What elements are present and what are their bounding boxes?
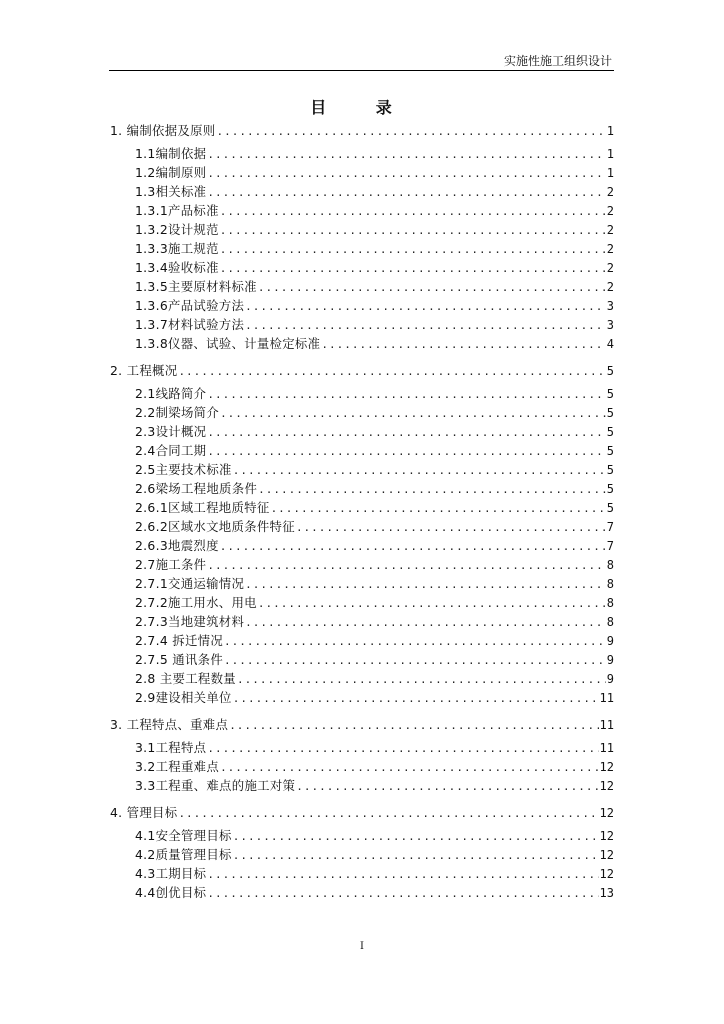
toc-entry-label: 2.8 主要工程数量 [135,671,236,686]
toc-leader-dots [207,865,598,884]
toc-entry-label: 1.3.5主要原材料标准 [135,279,257,294]
toc-section-entry[interactable] [110,574,614,593]
toc-leader-dots [220,758,598,777]
toc-leader-dots [245,575,606,594]
toc-leader-dots [207,145,605,164]
toc-section-entry[interactable] [110,422,614,441]
toc-chapter-entry[interactable] [110,715,614,734]
toc-chapter-entry[interactable] [110,361,614,380]
toc-leader-dots [237,670,606,689]
toc-section-entry[interactable] [110,163,614,182]
toc-entry-page: 2 [606,261,614,275]
toc-leader-dots [233,846,599,865]
toc-entry-page: 9 [606,672,614,686]
toc-section-entry[interactable] [110,864,614,883]
toc-entry-label: 3.3工程重、难点的施工对策 [135,778,296,793]
toc-leader-dots [207,183,605,202]
toc-entry-page: 12 [599,806,614,820]
toc-section-entry[interactable] [110,441,614,460]
toc-entry-label: 2.7.3当地建筑材料 [135,614,245,629]
toc-leader-dots [207,884,598,903]
toc-leader-dots [207,385,605,404]
toc-section-entry[interactable] [110,334,614,353]
toc-entry-page: 5 [606,444,614,458]
toc-entry-page: 8 [606,615,614,629]
toc-section-entry[interactable] [110,201,614,220]
toc-leader-dots [258,594,606,613]
toc-entry-page: 1 [606,147,614,161]
toc-entry-label: 2.7.4 拆迁情况 [135,633,224,648]
toc-entry-label: 1.3相关标准 [135,184,207,199]
toc-section-entry[interactable] [110,883,614,902]
toc-section-entry[interactable] [110,536,614,555]
toc-entry-page: 1 [606,166,614,180]
toc-entry-label: 4.4创优目标 [135,885,207,900]
toc-leader-dots [220,404,606,423]
toc-leader-dots [220,537,606,556]
toc-entry-page: 2 [606,185,614,199]
toc-entry-label: 2. 工程概况 [110,363,178,378]
toc-entry-label: 2.6.3地震烈度 [135,538,219,553]
toc-leader-dots [207,164,605,183]
header-title: 实施性施工组织设计 [503,54,612,68]
toc-entry-label: 2.2制梁场简介 [135,405,220,420]
toc-entry-page: 12 [599,760,614,774]
page-header [109,48,614,71]
toc-leader-dots [207,556,605,575]
toc-entry-label: 4.2质量管理目标 [135,847,232,862]
toc-entry-label: 2.6.2区域水文地质条件特征 [135,519,295,534]
toc-entry-page: 2 [606,280,614,294]
toc-entry-label: 1.3.4验收标准 [135,260,219,275]
toc-entry-page: 2 [606,204,614,218]
toc-leader-dots [217,122,606,141]
toc-leader-dots [271,499,606,518]
toc-section-entry[interactable] [110,277,614,296]
toc-section-entry[interactable] [110,296,614,315]
toc-entry-label: 3.1工程特点 [135,740,207,755]
toc-leader-dots [207,739,598,758]
toc-section-entry[interactable] [110,403,614,422]
toc-entry-page: 2 [606,223,614,237]
toc-section-entry[interactable] [110,631,614,650]
toc-section-entry[interactable] [110,315,614,334]
toc-entry-label: 1.3.6产品试验方法 [135,298,245,313]
toc-leader-dots [207,442,605,461]
toc-entry-page: 5 [606,425,614,439]
toc-entry-label: 1.3.1产品标准 [135,203,219,218]
toc-leader-dots [224,632,606,651]
toc-leader-dots [245,297,606,316]
toc-section-entry[interactable] [110,688,614,707]
toc-entry-page: 12 [599,848,614,862]
toc-section-entry[interactable] [110,650,614,669]
toc-section-entry[interactable] [110,517,614,536]
toc-entry-label: 1.3.2设计规范 [135,222,219,237]
toc-section-entry[interactable] [110,498,614,517]
page-number: I [360,941,364,952]
toc-entry-label: 4. 管理目标 [110,805,178,820]
toc-section-entry[interactable] [110,555,614,574]
toc-entry-page: 4 [606,337,614,351]
toc-entry-page: 5 [606,387,614,401]
toc-leader-dots [224,651,606,670]
toc-entry-page: 11 [599,741,614,755]
toc-leader-dots [258,480,606,499]
toc-entry-label: 2.4合同工期 [135,443,207,458]
toc-leader-dots [245,316,606,335]
toc-section-entry[interactable] [110,258,614,277]
toc-entry-label: 3.2工程重难点 [135,759,220,774]
toc-leader-dots [220,202,606,221]
toc-entry-page: 12 [599,779,614,793]
toc-section-entry[interactable] [110,220,614,239]
toc-entry-label: 1.3.8仪器、试验、计量检定标准 [135,336,321,351]
toc-leader-dots [258,278,606,297]
toc-entry-label: 4.3工期目标 [135,866,207,881]
toc-leader-dots [233,461,606,480]
toc-section-entry[interactable] [110,738,614,757]
toc-entry-page: 3 [606,318,614,332]
toc-entry-label: 2.9建设相关单位 [135,690,232,705]
toc-leader-dots [245,613,606,632]
toc-leader-dots [178,804,598,823]
toc-entry-label: 3. 工程特点、重难点 [110,717,229,732]
toc-entry-page: 11 [599,691,614,705]
toc-entry-page: 9 [606,634,614,648]
toc-chapter-entry[interactable] [110,121,614,140]
toc-entry-page: 13 [599,886,614,900]
toc-entry-page: 5 [606,463,614,477]
toc-chapter-entry[interactable] [110,803,614,822]
toc-entry-page: 9 [606,653,614,667]
toc-entry-page: 2 [606,242,614,256]
toc-section-entry[interactable] [110,479,614,498]
toc-section-entry[interactable] [110,239,614,258]
toc-leader-dots [296,518,606,537]
toc-entry-page: 3 [606,299,614,313]
toc-entry-page: 5 [606,406,614,420]
toc-entry-label: 1. 编制依据及原则 [110,123,216,138]
toc-section-entry[interactable] [110,776,614,795]
toc-section-entry[interactable] [110,460,614,479]
toc-leader-dots [321,335,605,354]
toc-entry-page: 8 [606,596,614,610]
toc-leader-dots [296,777,598,796]
toc-entry-label: 2.7.5 通讯条件 [135,652,224,667]
toc-leader-dots [220,221,606,240]
toc-entry-page: 11 [599,718,614,732]
toc-entry-page: 7 [606,520,614,534]
toc-section-entry[interactable] [110,144,614,163]
toc-entry-page: 12 [599,829,614,843]
toc-entry-label: 2.6.1区域工程地质特征 [135,500,270,515]
toc-entry-label: 1.3.7材料试验方法 [135,317,245,332]
toc-entry-page: 5 [606,501,614,515]
toc-section-entry[interactable] [110,182,614,201]
toc-title: 目 录 [310,98,414,117]
toc-entry-page: 8 [606,558,614,572]
toc-section-entry[interactable] [110,757,614,776]
toc-entry-label: 4.1安全管理目标 [135,828,232,843]
toc-entry-page: 5 [606,482,614,496]
toc-entry-page: 7 [606,539,614,553]
toc-section-entry[interactable] [110,612,614,631]
toc-entry-page: 8 [606,577,614,591]
toc-entry-label: 2.3设计概况 [135,424,207,439]
toc-entry-label: 1.3.3施工规范 [135,241,219,256]
toc-leader-dots [233,827,599,846]
toc-leader-dots [233,689,599,708]
toc-entry-label: 2.1线路简介 [135,386,207,401]
table-of-contents [110,121,614,902]
toc-entry-page: 5 [606,364,614,378]
toc-entry-label: 1.2编制原则 [135,165,207,180]
toc-entry-label: 2.5主要技术标准 [135,462,232,477]
toc-entry-label: 2.7.2施工用水、用电 [135,595,257,610]
toc-entry-label: 1.1编制依据 [135,146,207,161]
toc-leader-dots [207,423,605,442]
toc-section-entry[interactable] [110,593,614,612]
toc-leader-dots [229,716,598,735]
toc-entry-label: 2.7施工条件 [135,557,207,572]
toc-entry-label: 2.6梁场工程地质条件 [135,481,258,496]
toc-entry-label: 2.7.1交通运输情况 [135,576,245,591]
toc-leader-dots [178,362,605,381]
toc-section-entry[interactable] [110,826,614,845]
toc-entry-page: 12 [599,867,614,881]
toc-section-entry[interactable] [110,845,614,864]
toc-section-entry[interactable] [110,669,614,688]
toc-entry-page: 1 [606,124,614,138]
toc-leader-dots [220,259,606,278]
toc-section-entry[interactable] [110,384,614,403]
toc-leader-dots [220,240,606,259]
